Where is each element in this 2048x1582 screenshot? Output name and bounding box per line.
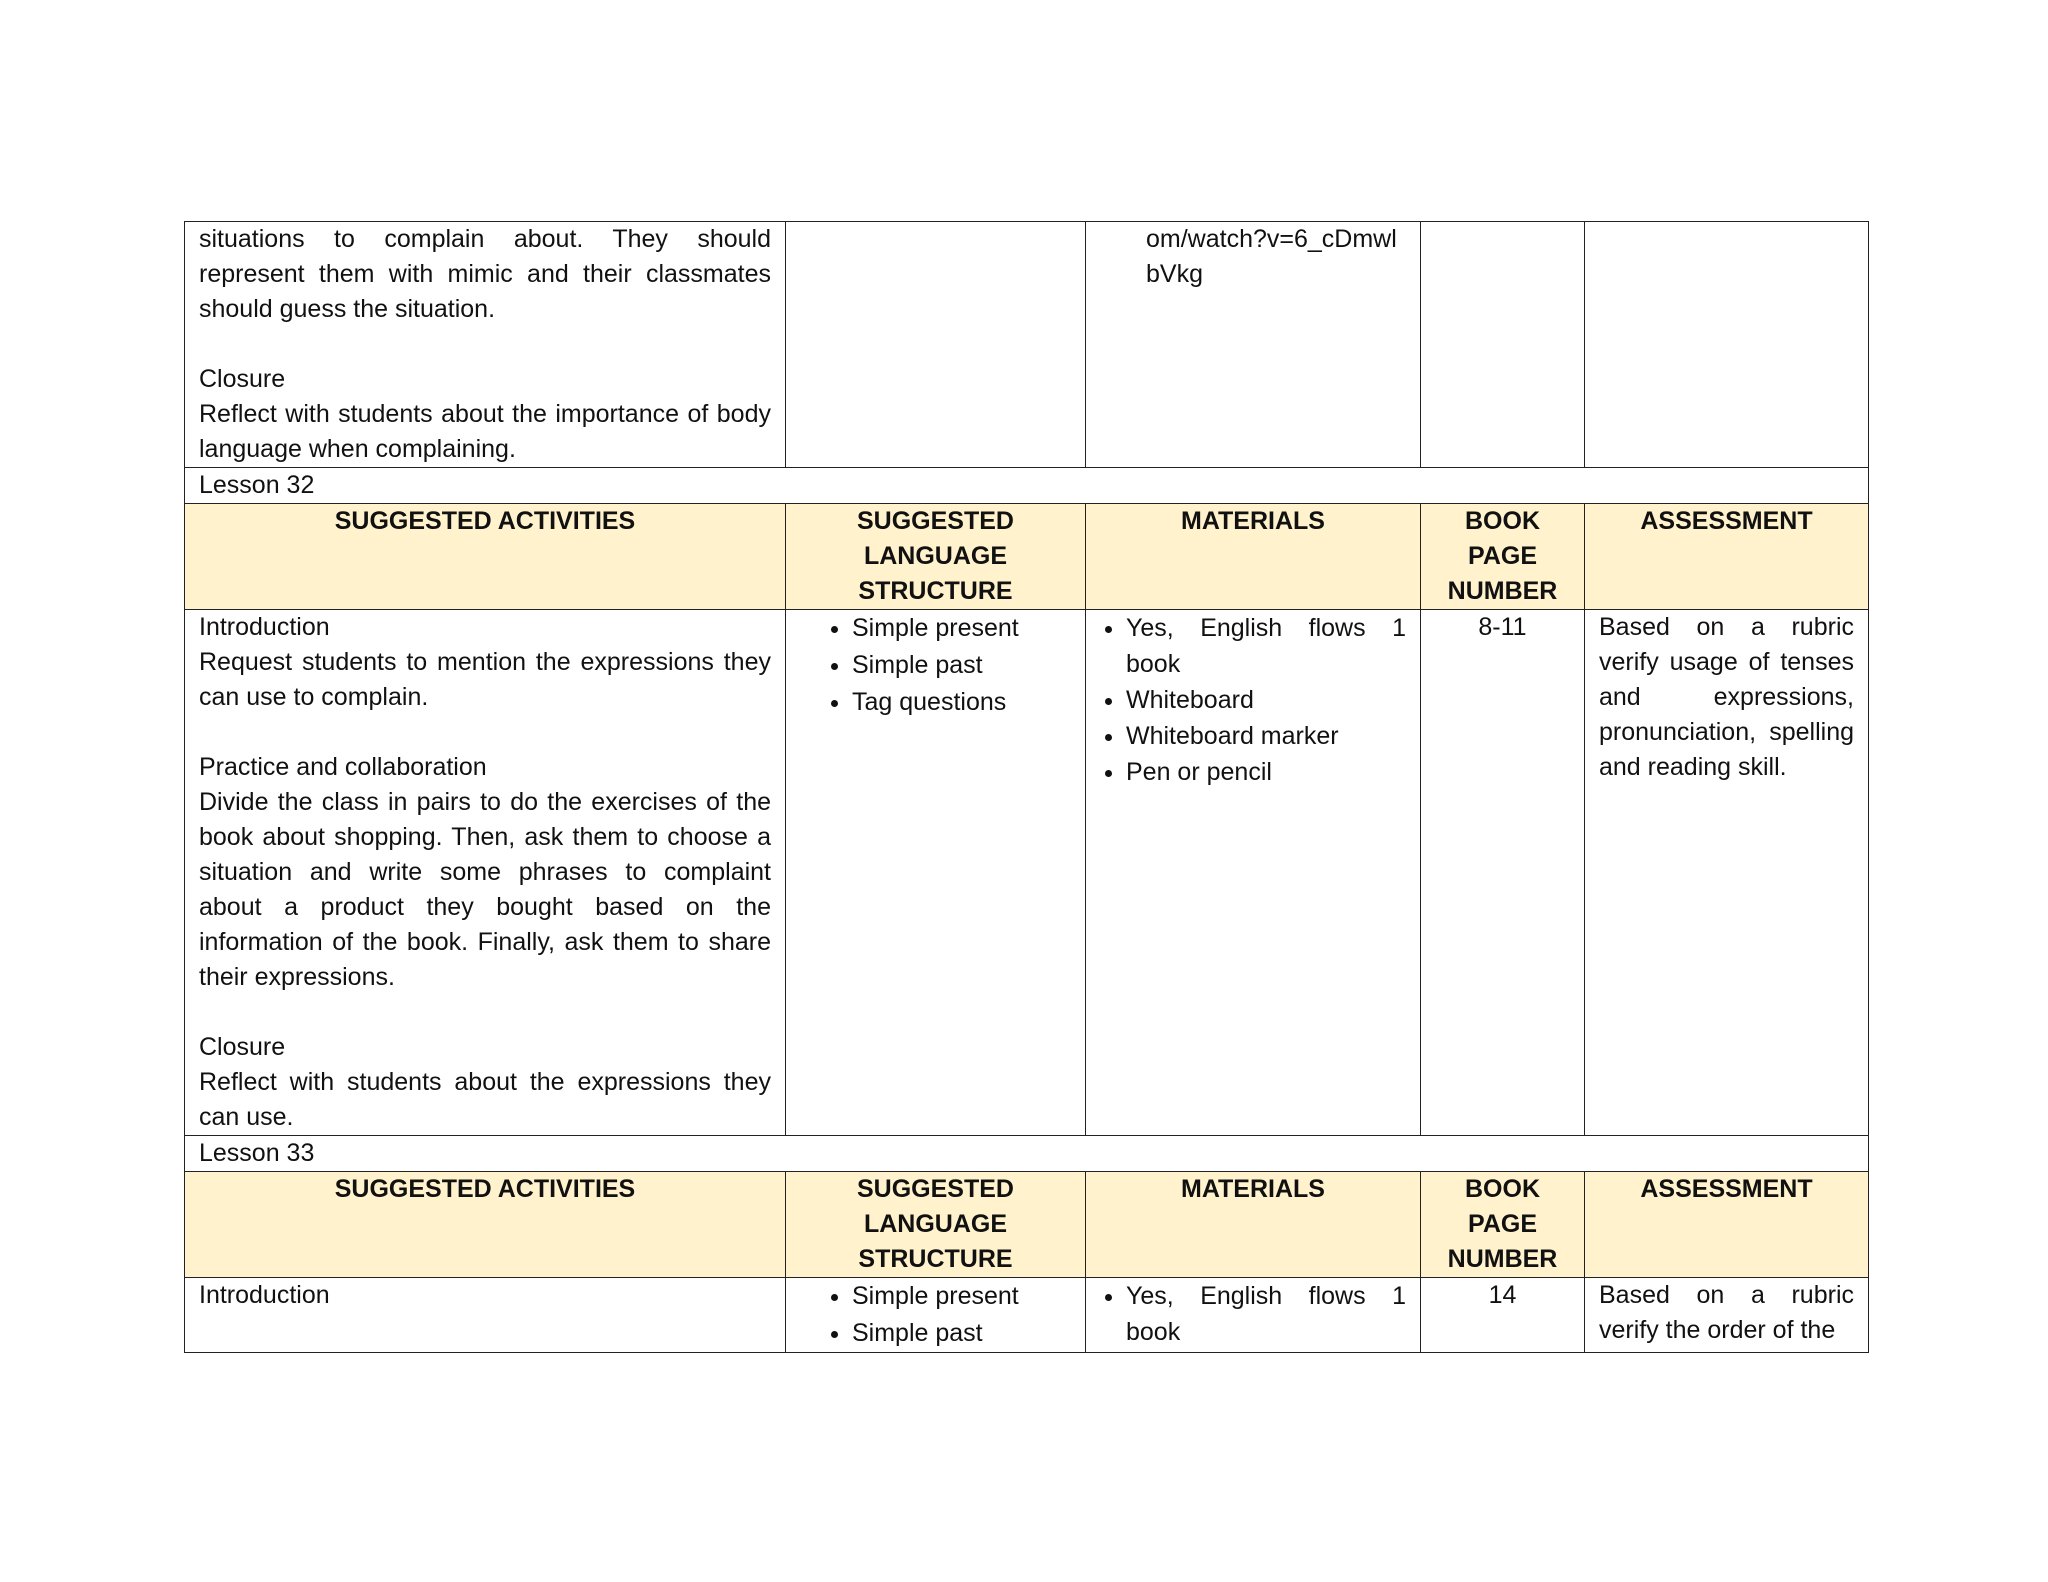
materials-cell	[1086, 1278, 1421, 1353]
activity-text: Reflect with students about the expressions they can use.	[199, 1068, 771, 1131]
list-item: • Tag questions	[852, 684, 1071, 721]
header-page: BOOK PAGE NUMBER	[1421, 504, 1585, 610]
table-row-continuation	[185, 222, 1869, 468]
page-cell: 14	[1421, 1278, 1585, 1353]
materials-cell	[1086, 222, 1421, 468]
activities-cell	[185, 1278, 786, 1353]
introduction-heading: Introduction	[199, 1281, 330, 1309]
materials-list	[1100, 610, 1406, 790]
assessment-cell: Based on a rubric verify usage of tenses and expressions, pronunciation, spelling and reading skill.	[1585, 610, 1869, 1136]
lesson-title-row	[185, 1136, 1869, 1172]
language-list	[800, 1278, 1071, 1352]
header-page: BOOK PAGE NUMBER	[1421, 1172, 1585, 1278]
materials-cell	[1086, 610, 1421, 1136]
table-header-row	[185, 504, 1869, 610]
activity-text: Divide the class in pairs to do the exercises of the book about shopping. Then, ask them to choose a situation and write some phrases to complaint about a product they bought based on the information of the book. Finally, ask them to share their expressions.	[199, 788, 771, 991]
header-language: SUGGESTED LANGUAGE STRUCTURE	[786, 1172, 1086, 1278]
list-item: • Pen or pencil	[1126, 754, 1406, 790]
lesson-title-row	[185, 468, 1869, 504]
list-item: • Whiteboard marker	[1126, 718, 1406, 754]
introduction-heading: Introduction	[199, 613, 330, 641]
list-item: • Simple past	[852, 647, 1071, 684]
header-language: SUGGESTED LANGUAGE STRUCTURE	[786, 504, 1086, 610]
header-assessment: ASSESSMENT	[1585, 504, 1869, 610]
header-activities: SUGGESTED ACTIVITIES	[185, 1172, 786, 1278]
closure-heading: Closure	[199, 365, 286, 393]
header-materials: MATERIALS	[1086, 504, 1421, 610]
activities-cell	[185, 610, 786, 1136]
list-item: • Yes, English flows 1 book	[1126, 1278, 1406, 1350]
assessment-cell	[1585, 222, 1869, 468]
lesson-33-title: Lesson 33	[185, 1136, 1869, 1172]
page-cell	[1421, 222, 1585, 468]
language-list	[800, 610, 1071, 721]
table-header-row	[185, 1172, 1869, 1278]
language-cell	[786, 1278, 1086, 1353]
table-row-lesson-32	[185, 610, 1869, 1136]
language-cell	[786, 610, 1086, 1136]
activities-cell	[185, 222, 786, 468]
header-activities: SUGGESTED ACTIVITIES	[185, 504, 786, 610]
activity-text: situations to complain about. They should represent them with mimic and their classmates should guess the situation.	[199, 225, 771, 323]
page-cell: 8-11	[1421, 610, 1585, 1136]
activity-text: Request students to mention the expressions they can use to complain.	[199, 648, 771, 711]
closure-heading: Closure	[199, 1033, 286, 1061]
language-cell	[786, 222, 1086, 468]
list-item: • Simple present	[852, 1278, 1071, 1315]
list-item: • Simple present	[852, 610, 1071, 647]
header-assessment: ASSESSMENT	[1585, 1172, 1869, 1278]
list-item: • Yes, English flows 1 book	[1126, 610, 1406, 682]
materials-list	[1100, 1278, 1406, 1350]
activity-text: Reflect with students about the importance of body language when complaining.	[199, 400, 771, 463]
lesson-plan-table	[184, 221, 1869, 1353]
video-url[interactable]: om/watch?v=6_cDmwlbVkg	[1146, 225, 1397, 288]
header-materials: MATERIALS	[1086, 1172, 1421, 1278]
practice-heading: Practice and collaboration	[199, 753, 487, 781]
list-item: • Simple past	[852, 1315, 1071, 1352]
list-item: • Whiteboard	[1126, 682, 1406, 718]
table-row-lesson-33	[185, 1278, 1869, 1353]
lesson-32-title: Lesson 32	[185, 468, 1869, 504]
assessment-cell: Based on a rubric verify the order of the	[1585, 1278, 1869, 1353]
